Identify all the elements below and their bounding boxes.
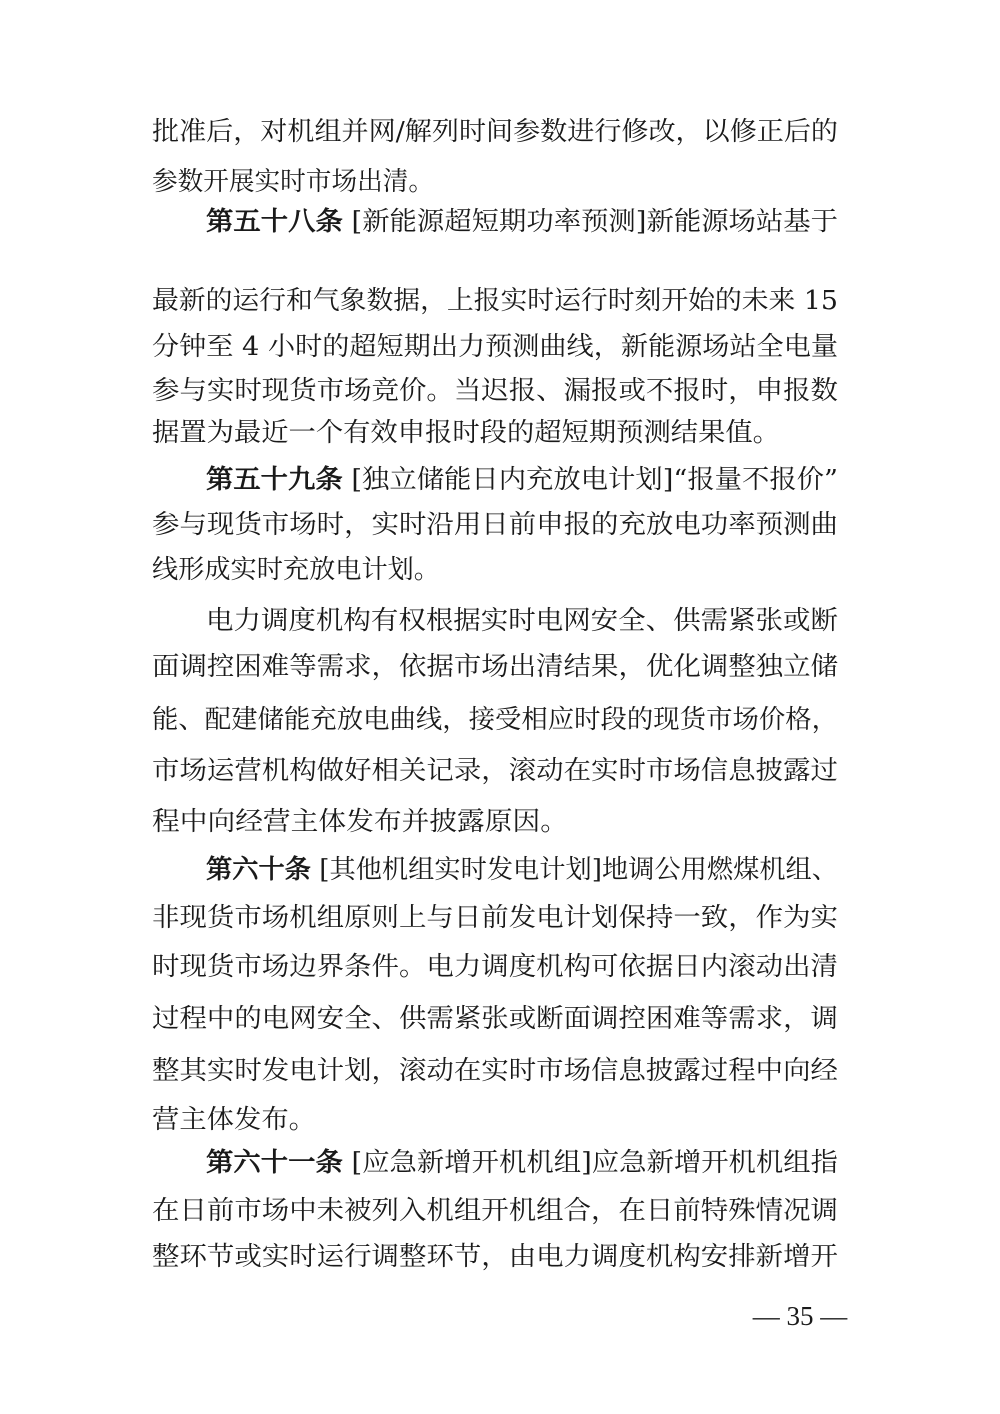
article-heading: 第五十九条 (206, 465, 343, 495)
paragraph-text: 分钟至 4 小时的超短期出力预测曲线，新能源场站全电量 (152, 332, 838, 362)
paragraph-text: 在日前市场中未被列入机组开机组合，在日前特殊情况调 (152, 1196, 838, 1226)
paragraph-text: 参数开展实时市场出清。 (152, 167, 434, 197)
text-line (0, 1051, 1000, 1091)
text-line-content (206, 460, 838, 500)
text-line-content (152, 112, 838, 152)
paragraph-text: 据置为最近一个有效申报时段的超短期预测结果值。 (152, 418, 780, 448)
paragraph-text: [其他机组实时发电计划]地调公用燃煤机组、 (310, 855, 839, 885)
text-line (0, 550, 1000, 590)
text-line-content (152, 413, 780, 453)
text-line-content (152, 505, 838, 545)
paragraph-text: 能、配建储能充放电曲线，接受相应时段的现货市场价格， (152, 705, 838, 735)
text-line (0, 413, 1000, 453)
text-line-content (152, 700, 838, 740)
text-line (0, 751, 1000, 791)
text-line-content (152, 162, 434, 202)
paragraph-text: 线形成实时充放电计划。 (152, 555, 440, 585)
text-line-content (152, 751, 838, 791)
text-line (0, 700, 1000, 740)
paragraph-text: 批准后，对机组并网/解列时间参数进行修改，以修正后的 (152, 117, 838, 147)
paragraph-text: 时现货市场边界条件。电力调度机构可依据日内滚动出清 (152, 952, 838, 982)
text-line-content (152, 898, 838, 938)
text-line-content (152, 371, 838, 411)
text-line-content (152, 1237, 838, 1277)
article-heading: 第六十条 (206, 855, 311, 885)
text-line-content (206, 202, 838, 242)
text-line (0, 112, 1000, 152)
paragraph-text: 程中向经营主体发布并披露原因。 (152, 807, 568, 837)
text-line-content (152, 802, 568, 842)
text-line (0, 999, 1000, 1039)
paragraph-text: [独立储能日内充放电计划]“报量不报价” (342, 465, 838, 495)
text-line (0, 505, 1000, 545)
text-line-content (152, 999, 838, 1039)
text-line (0, 327, 1000, 367)
paragraph-text: 参与实时现货市场竞价。当迟报、漏报或不报时，申报数 (152, 376, 838, 406)
text-line (0, 371, 1000, 411)
text-line (0, 1143, 1000, 1183)
paragraph-text: [应急新增开机机组]应急新增开机机组指 (342, 1148, 838, 1178)
paragraph-text: 非现货市场机组原则上与日前发电计划保持一致，作为实 (152, 903, 838, 933)
text-line-content (206, 601, 838, 641)
paragraph-text: 最新的运行和气象数据，上报实时运行时刻开始的未来 15 (152, 286, 838, 316)
text-line (0, 1191, 1000, 1231)
paragraph-text: 面调控困难等需求，依据市场出清结果，优化调整独立储 (152, 652, 838, 682)
paragraph-text: [新能源超短期功率预测]新能源场站基于 (342, 207, 838, 237)
text-line (0, 947, 1000, 987)
text-line-content (152, 327, 838, 367)
paragraph-text: 参与现货市场时，实时沿用日前申报的充放电功率预测曲 (152, 510, 838, 540)
page-number: — 35 — (752, 1301, 848, 1331)
article-heading: 第六十一条 (206, 1148, 343, 1178)
text-line-content (152, 1100, 316, 1140)
text-line (0, 601, 1000, 641)
text-line-content (152, 647, 838, 687)
article-heading: 第五十八条 (206, 207, 343, 237)
text-line-content (152, 947, 838, 987)
text-line (0, 1100, 1000, 1140)
text-line-content (152, 1191, 838, 1231)
paragraph-text: 电力调度机构有权根据实时电网安全、供需紧张或断 (206, 606, 838, 636)
text-line (0, 281, 1000, 321)
text-line (0, 162, 1000, 202)
text-line (0, 898, 1000, 938)
text-line-content (206, 850, 838, 890)
text-line (0, 202, 1000, 242)
text-line (0, 1237, 1000, 1277)
paragraph-text: 市场运营机构做好相关记录，滚动在实时市场信息披露过 (152, 756, 838, 786)
text-line-content (152, 281, 838, 321)
text-line-content (152, 550, 440, 590)
text-line (0, 802, 1000, 842)
text-line-content (152, 1051, 838, 1091)
paragraph-text: 过程中的电网安全、供需紧张或断面调控困难等需求，调 (152, 1004, 838, 1034)
text-line (0, 850, 1000, 890)
text-line (0, 647, 1000, 687)
paragraph-text: 整其实时发电计划，滚动在实时市场信息披露过程中向经 (152, 1056, 838, 1086)
paragraph-text: 整环节或实时运行调整环节，由电力调度机构安排新增开 (152, 1242, 838, 1272)
text-line (0, 460, 1000, 500)
text-line-content (206, 1143, 838, 1183)
paragraph-text: 营主体发布。 (152, 1105, 316, 1135)
